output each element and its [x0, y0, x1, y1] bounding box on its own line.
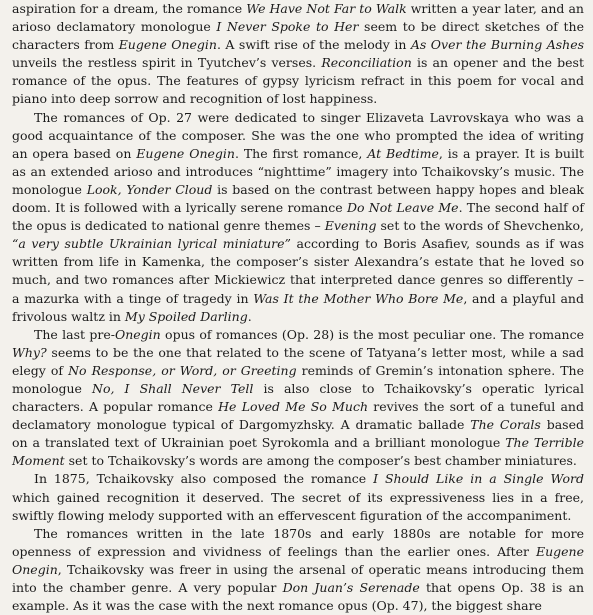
- body-text: , and a playful and frivolous waltz in: [12, 290, 584, 324]
- paragraph-4: [12, 470, 584, 524]
- italic-title-text: I Should Like in a Single Word: [373, 471, 584, 487]
- paragraph-5: [12, 525, 584, 615]
- body-text: .: [247, 308, 252, 324]
- italic-title-text: The Corals: [470, 417, 541, 433]
- italic-title-text: Was It the Mother Who Bore Me: [253, 290, 464, 306]
- italic-title-text: Reconciliation: [321, 55, 412, 71]
- body-text: written a year later, and an arioso declamatory monologue: [12, 1, 584, 35]
- body-text: revives the sort of a tuneful and declamatory monologue typical of Dargomyzhsky. A dramatic ballade: [12, 399, 584, 433]
- italic-title-text: I Never Spoke to Her: [216, 19, 359, 35]
- italic-title-text: As Over the Burning Ashes: [410, 37, 585, 53]
- italic-title-text: He Loved Me So Much: [218, 399, 369, 415]
- paragraph-2: [12, 109, 584, 326]
- body-text: . A swift rise of the melody in: [216, 37, 411, 53]
- body-text: The romances written in the late 1870s and early 1880s are notable for more openness of expression and vividness of feelings than the earlier ones. After: [12, 525, 584, 559]
- body-text: The romances of Op. 27 were dedicated to singer Elizaveta Lavrovskaya who was a good acquaintance of the composer. She was the one who prompted the idea of writing an opera based on: [12, 109, 584, 161]
- italic-title-text: Don Juan’s Serenade: [282, 580, 420, 595]
- document-page: [12, 0, 584, 615]
- body-text: . The first romance,: [234, 145, 368, 161]
- italic-title-text: No, I Shall Never Tell: [92, 380, 254, 396]
- italic-title-text: Evening: [324, 218, 377, 234]
- italic-title-text: Eugene Onegin: [12, 543, 584, 577]
- paragraph-1: [12, 0, 584, 109]
- body-text: set to Tchaikovsky’s words are among the composer’s best chamber miniatures.: [64, 453, 577, 469]
- italic-title-text: Do Not Leave Me: [346, 200, 459, 216]
- body-text: set to the words of Shevchenko,: [376, 218, 584, 234]
- body-text: The last pre-: [34, 326, 115, 342]
- body-text: aspiration for a dream, the romance: [12, 1, 247, 16]
- body-text: In 1875, Tchaikovsky also composed the romance: [34, 471, 374, 487]
- body-text: . The second half of the opus is dedicated to national genre themes –: [12, 200, 584, 234]
- body-text: according to Boris Asafiev, sounds as if was written from life in Kamenka, the composer’s sister Alexandra’s estate that he loved so much, and two romances after Mickiewicz that interpreted dance genres so differently – a mazurka with a tinge of tragedy in: [12, 236, 584, 306]
- body-text: seem to be direct sketches of the characters from: [12, 19, 584, 53]
- italic-title-text: Why?: [12, 344, 47, 360]
- italic-title-text: Eugene Onegin: [118, 37, 217, 53]
- italic-title-text: No Response, or Word, or Greeting: [68, 362, 297, 378]
- body-text: which gained recognition it deserved. The secret of its expressiveness lies in a free, swiftly flowing melody supported with an effervescent figuration of the accompaniment.: [12, 489, 584, 523]
- body-text: unveils the restless spirit in Tyutchev’s verses.: [12, 55, 322, 71]
- body-text: is based on the contrast between happy hopes and bleak doom. It is followed with a lyrically serene romance: [12, 181, 584, 216]
- italic-title-text: Look, Yonder Cloud: [86, 181, 213, 197]
- body-text: based on a translated text of Ukrainian poet Syrokomla and a brilliant monologue: [12, 417, 584, 451]
- italic-title-text: At Bedtime: [367, 145, 439, 161]
- body-text: is also close to Tchaikovsky’s operatic lyrical characters. A popular romance: [12, 380, 585, 415]
- italic-title-text: My Spoiled Darling: [124, 308, 248, 324]
- body-text: that opens Op. 38 is an example. As it was the case with the next romance opus (Op. 47), the biggest share: [12, 580, 584, 614]
- italic-title-text: We Have Not Far to Walk: [246, 1, 407, 16]
- paragraph-3: [12, 326, 584, 471]
- italic-title-text: The Terrible Moment: [12, 435, 584, 469]
- italic-title-text: “a very subtle Ukrainian lyrical miniature”: [12, 236, 291, 252]
- body-text: reminds of Gremin’s intonation sphere. The monologue: [12, 362, 584, 396]
- body-text: seems to be the one that related to the scene of Tatyana’s letter most, while a sad elegy of: [12, 344, 584, 378]
- body-text: is an opener and the best romance of the opus. The features of gypsy lyricism refract in this poem for vocal and piano into deep sorrow and recognition of lost happiness.: [12, 55, 584, 107]
- italic-title-text: Onegin: [114, 326, 161, 342]
- body-text: opus of romances (Op. 28) is the most peculiar one. The romance: [160, 326, 584, 342]
- body-text: , is a prayer. It is built as an extended arioso and introduces “nighttime” imagery into Tchaikovsky’s music. The monologue: [12, 145, 584, 197]
- body-text: , Tchaikovsky was freer in using the arsenal of operatic means introducing them into the chamber genre. A very popular: [12, 561, 584, 595]
- italic-title-text: Eugene Onegin: [136, 145, 235, 161]
